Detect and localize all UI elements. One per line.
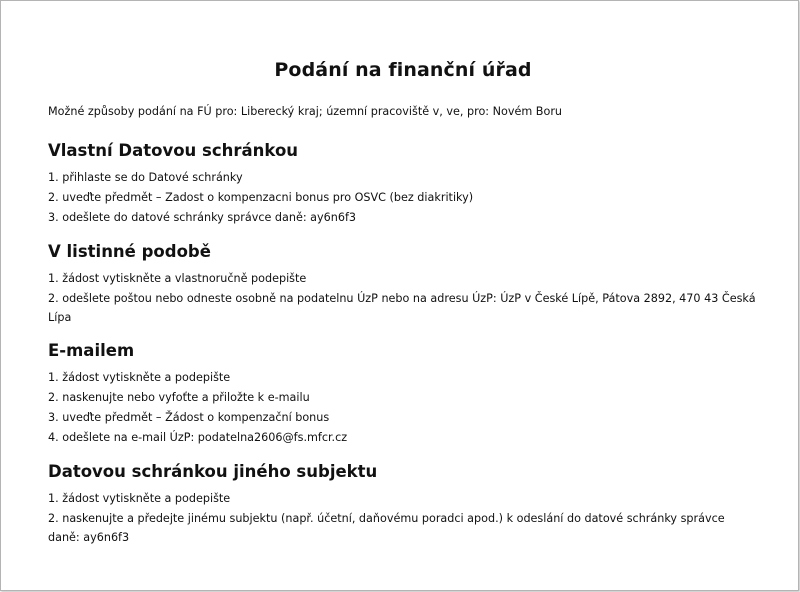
section-heading: V listinné podobě xyxy=(48,242,211,261)
section-listinna-podoba xyxy=(48,242,758,327)
list-item: 2. naskenujte a předejte jinému subjektu (např. účetní, daňovému poradci apod.) k odeslání do datové schránky správce daně: ay6n6f3 xyxy=(48,512,725,544)
step-list xyxy=(48,168,758,228)
section-heading: Vlastní Datovou schránkou xyxy=(48,141,299,160)
list-item: 1. žádost vytiskněte a vlastnoručně podepište xyxy=(48,272,307,285)
list-item: 2. uveďte předmět – Zadost o kompenzacni bonus pro OSVC (bez diakritiky) xyxy=(48,191,474,204)
list-item: 4. odešlete na e-mail ÚzP: podatelna2606@fs.mfcr.cz xyxy=(48,431,348,444)
list-item: 1. žádost vytiskněte a podepište xyxy=(48,492,231,505)
step-list xyxy=(48,489,758,547)
list-item: 1. přihlaste se do Datové schránky xyxy=(48,171,243,184)
list-item: 2. naskenujte nebo vyfoťte a přiložte k e-mailu xyxy=(48,391,310,404)
section-datova-schranka xyxy=(48,141,758,228)
intro-text: Možné způsoby podání na FÚ pro: Liberecký kraj; územní pracoviště v, ve, pro: Novém Boru xyxy=(48,105,563,118)
section-heading: Datovou schránkou jiného subjektu xyxy=(48,462,378,481)
step-list xyxy=(48,368,758,448)
list-item: 2. odešlete poštou nebo odneste osobně na podatelnu ÚzP nebo na adresu ÚzP: ÚzP v České Lípě, Pátova 2892, 470 43 Česká Lípa xyxy=(48,292,756,324)
section-heading: E-mailem xyxy=(48,341,135,360)
step-list xyxy=(48,269,758,327)
section-jiny-subjekt xyxy=(48,462,758,547)
section-e-mailem xyxy=(48,341,758,448)
list-item: 3. odešlete do datové schránky správce daně: ay6n6f3 xyxy=(48,211,357,224)
page-title: Podání na finanční úřad xyxy=(274,59,532,81)
list-item: 3. uveďte předmět – Žádost o kompenzační bonus xyxy=(48,411,330,424)
list-item: 1. žádost vytiskněte a podepište xyxy=(48,371,231,384)
document-content xyxy=(48,59,758,561)
